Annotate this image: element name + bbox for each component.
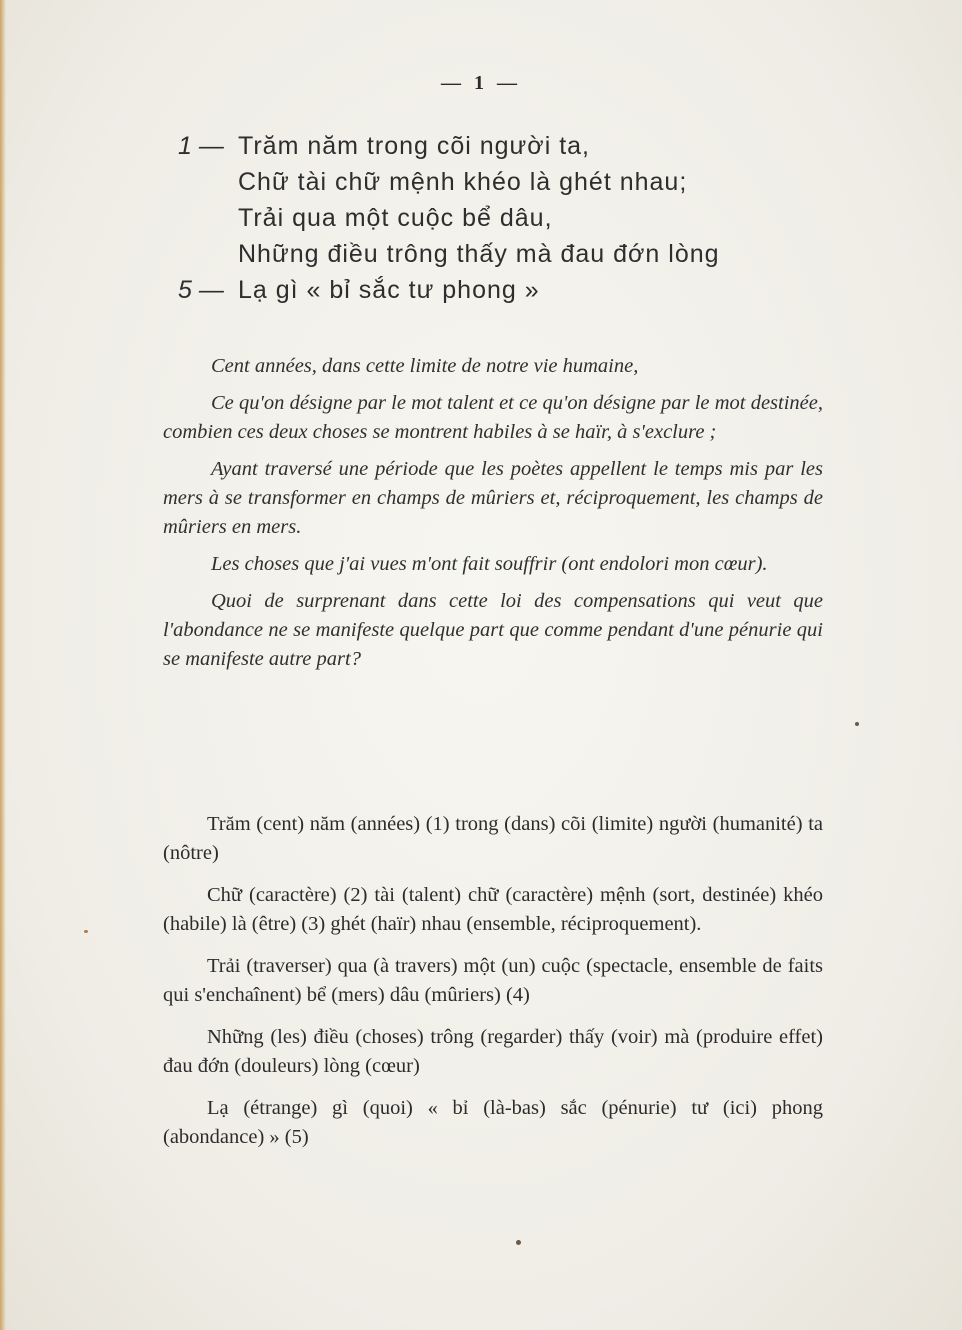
verse-text: Chữ tài chữ mệnh khéo là ghét nhau; [238,168,688,196]
word-gloss [163,810,823,1165]
vietnamese-verse [178,128,858,308]
ink-speck [84,930,88,933]
translation-paragraph: Ayant traversé une période que les poètes appellent le temps mis par les mers à se transformer en champs de mûriers et, réciproquement, les champs de mûriers en mers. [163,458,823,538]
page-number: — 1 — [441,72,521,94]
verse-number: 5 — [178,276,224,304]
verse-text: Trăm năm trong cõi người ta, [238,132,590,160]
verse-line [178,236,858,272]
verse-number: 1 — [178,132,224,160]
french-translation [163,352,823,682]
translation-paragraph: Quoi de surprenant dans cette loi des compensations qui veut que l'abondance ne se manifeste quelque part que comme pendant d'une pénurie qui se manifeste autre part? [163,590,823,670]
translation-paragraph: Les choses que j'ai vues m'ont fait souffrir (ont endolori mon cœur). [211,553,768,575]
verse-line [178,128,858,164]
gloss-paragraph: Những (les) điều (choses) trông (regarder) thấy (voir) mà (produire effet) đau đớn (douleurs) lòng (cœur) [163,1026,823,1077]
gloss-paragraph: Trải (traverser) qua (à travers) một (un) cuộc (spectacle, ensemble de faits qui s'enchaînent) bể (mers) dâu (mûriers) (4) [163,955,823,1006]
verse-text: Trải qua một cuộc bể dâu, [238,204,553,232]
translation-paragraph: Ce qu'on désigne par le mot talent et ce qu'on désigne par le mot destinée, combien ces deux choses se montrent habiles à se haïr, à s'exclure ; [163,392,823,443]
gloss-paragraph: Chữ (caractère) (2) tài (talent) chữ (caractère) mệnh (sort, destinée) khéo (habile) là (être) (3) ghét (haïr) nhau (ensemble, réciproquement). [163,884,823,935]
verse-line [178,272,858,308]
verse-text: Lạ gì « bỉ sắc tư phong » [238,276,540,304]
verse-line [178,164,858,200]
verse-line [178,200,858,236]
translation-paragraph: Cent années, dans cette limite de notre vie humaine, [211,355,639,377]
verse-text: Những điều trông thấy mà đau đớn lòng [238,240,720,268]
gloss-paragraph: Trăm (cent) năm (années) (1) trong (dans) cõi (limite) người (humanité) ta (nôtre) [163,813,823,864]
ink-speck [855,722,859,726]
page-edge-stain [0,0,6,1330]
ink-speck [516,1240,521,1245]
gloss-paragraph: Lạ (étrange) gì (quoi) « bỉ (là-bas) sắc (pénurie) tư (ici) phong (abondance) » (5) [163,1097,823,1148]
